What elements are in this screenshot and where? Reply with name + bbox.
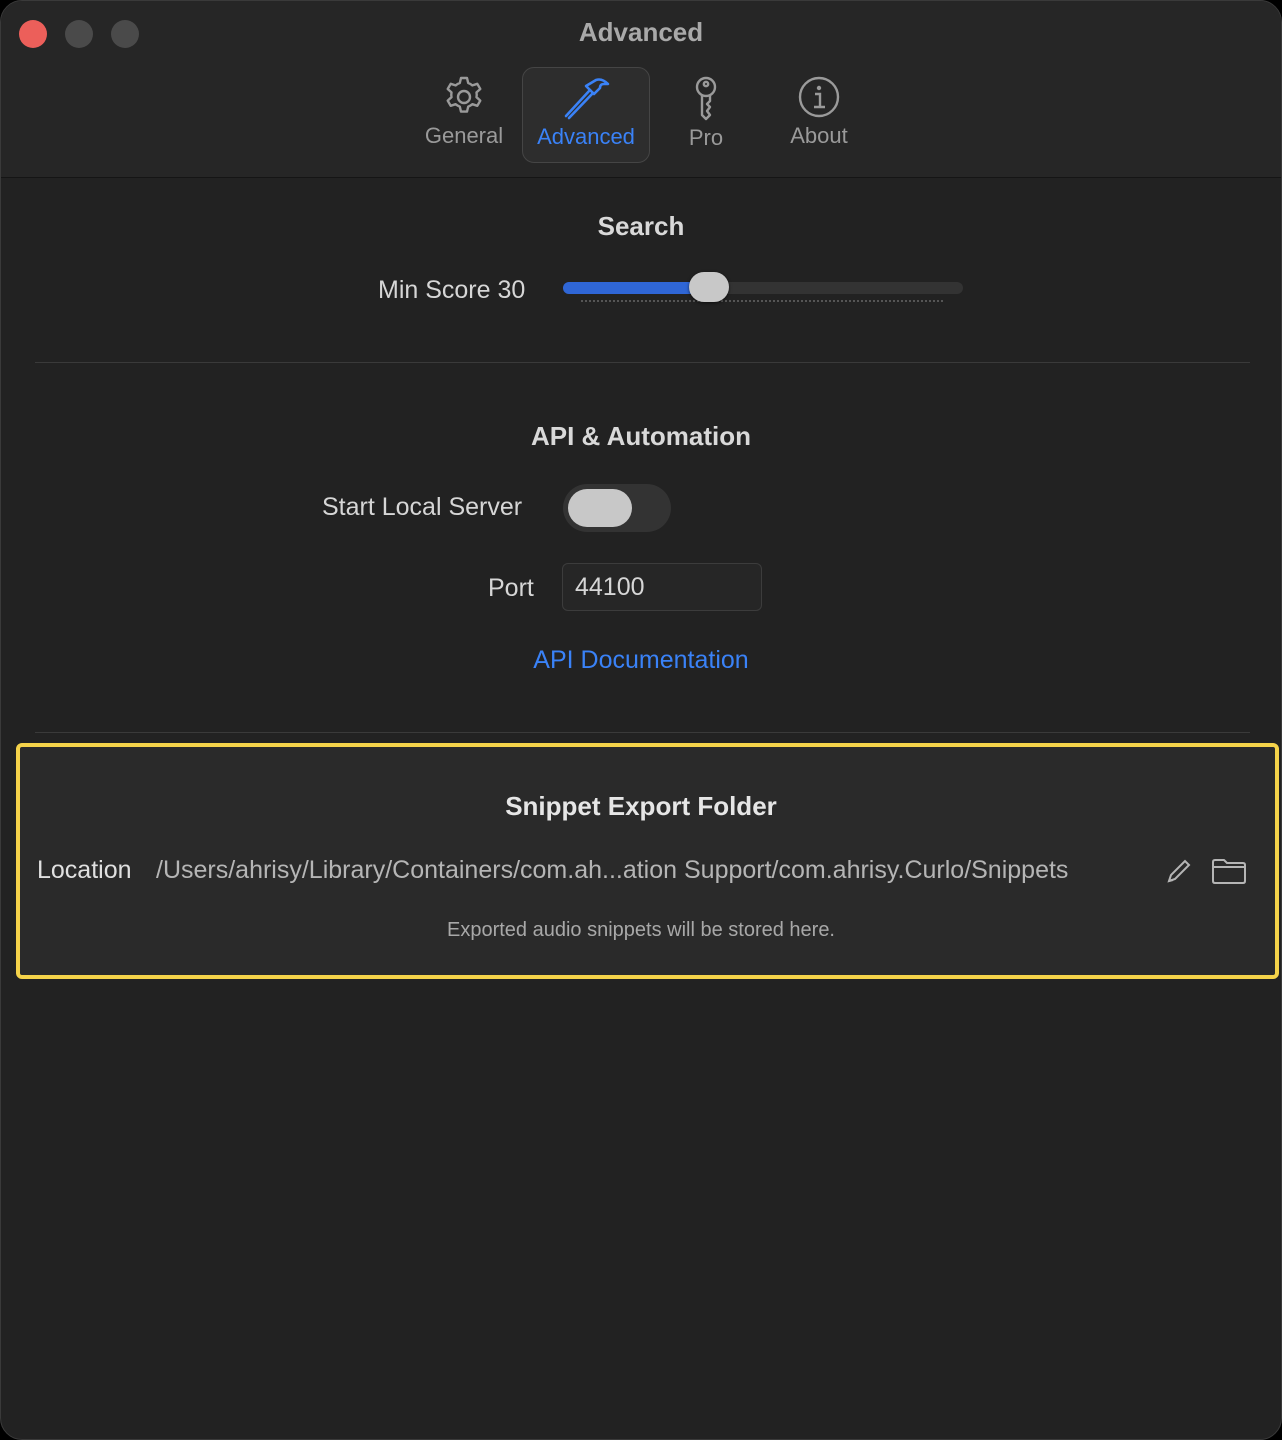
search-section-title: Search xyxy=(597,211,685,241)
min-score-slider-fill xyxy=(563,282,709,294)
hammer-icon xyxy=(560,76,612,120)
tab-about[interactable] xyxy=(777,67,861,161)
section-divider xyxy=(35,362,1250,363)
tab-advanced[interactable] xyxy=(522,67,650,163)
tab-general[interactable] xyxy=(415,67,513,161)
tab-advanced-label: Advanced xyxy=(537,124,635,149)
tab-general-label: General xyxy=(424,123,504,148)
tab-pro-label: Pro xyxy=(688,125,724,150)
start-server-label: Start Local Server xyxy=(322,493,523,521)
min-score-label: Min Score 30 xyxy=(378,276,526,304)
window-title: Advanced xyxy=(578,17,704,47)
tab-about-label: About xyxy=(790,123,848,148)
port-label: Port xyxy=(488,574,534,602)
export-path-value: /Users/ahrisy/Library/Containers/com.ah...ation Support/com.ahrisy.Curlo/Snippets xyxy=(156,856,1069,884)
start-server-toggle-knob xyxy=(568,489,632,527)
location-label: Location xyxy=(37,856,132,884)
pencil-icon xyxy=(1165,857,1193,885)
api-documentation-link[interactable]: API Documentation xyxy=(533,646,749,674)
edit-path-button[interactable] xyxy=(1165,857,1193,890)
min-score-slider-ticks xyxy=(581,300,945,302)
open-folder-button[interactable] xyxy=(1211,857,1247,890)
title-bar xyxy=(1,1,1281,178)
min-score-slider-knob[interactable] xyxy=(689,272,729,302)
min-score-slider[interactable] xyxy=(563,282,963,294)
key-icon xyxy=(688,75,724,121)
info-icon xyxy=(797,75,841,119)
folder-icon xyxy=(1211,857,1247,885)
gear-icon xyxy=(442,75,486,119)
section-divider xyxy=(35,732,1250,733)
tab-pro[interactable] xyxy=(671,67,741,161)
export-helper-text: Exported audio snippets will be stored here. xyxy=(446,919,835,941)
export-section-title: Snippet Export Folder xyxy=(505,791,777,821)
port-input[interactable] xyxy=(562,563,762,611)
api-section-title: API & Automation xyxy=(530,421,752,451)
start-server-toggle[interactable] xyxy=(563,484,671,532)
